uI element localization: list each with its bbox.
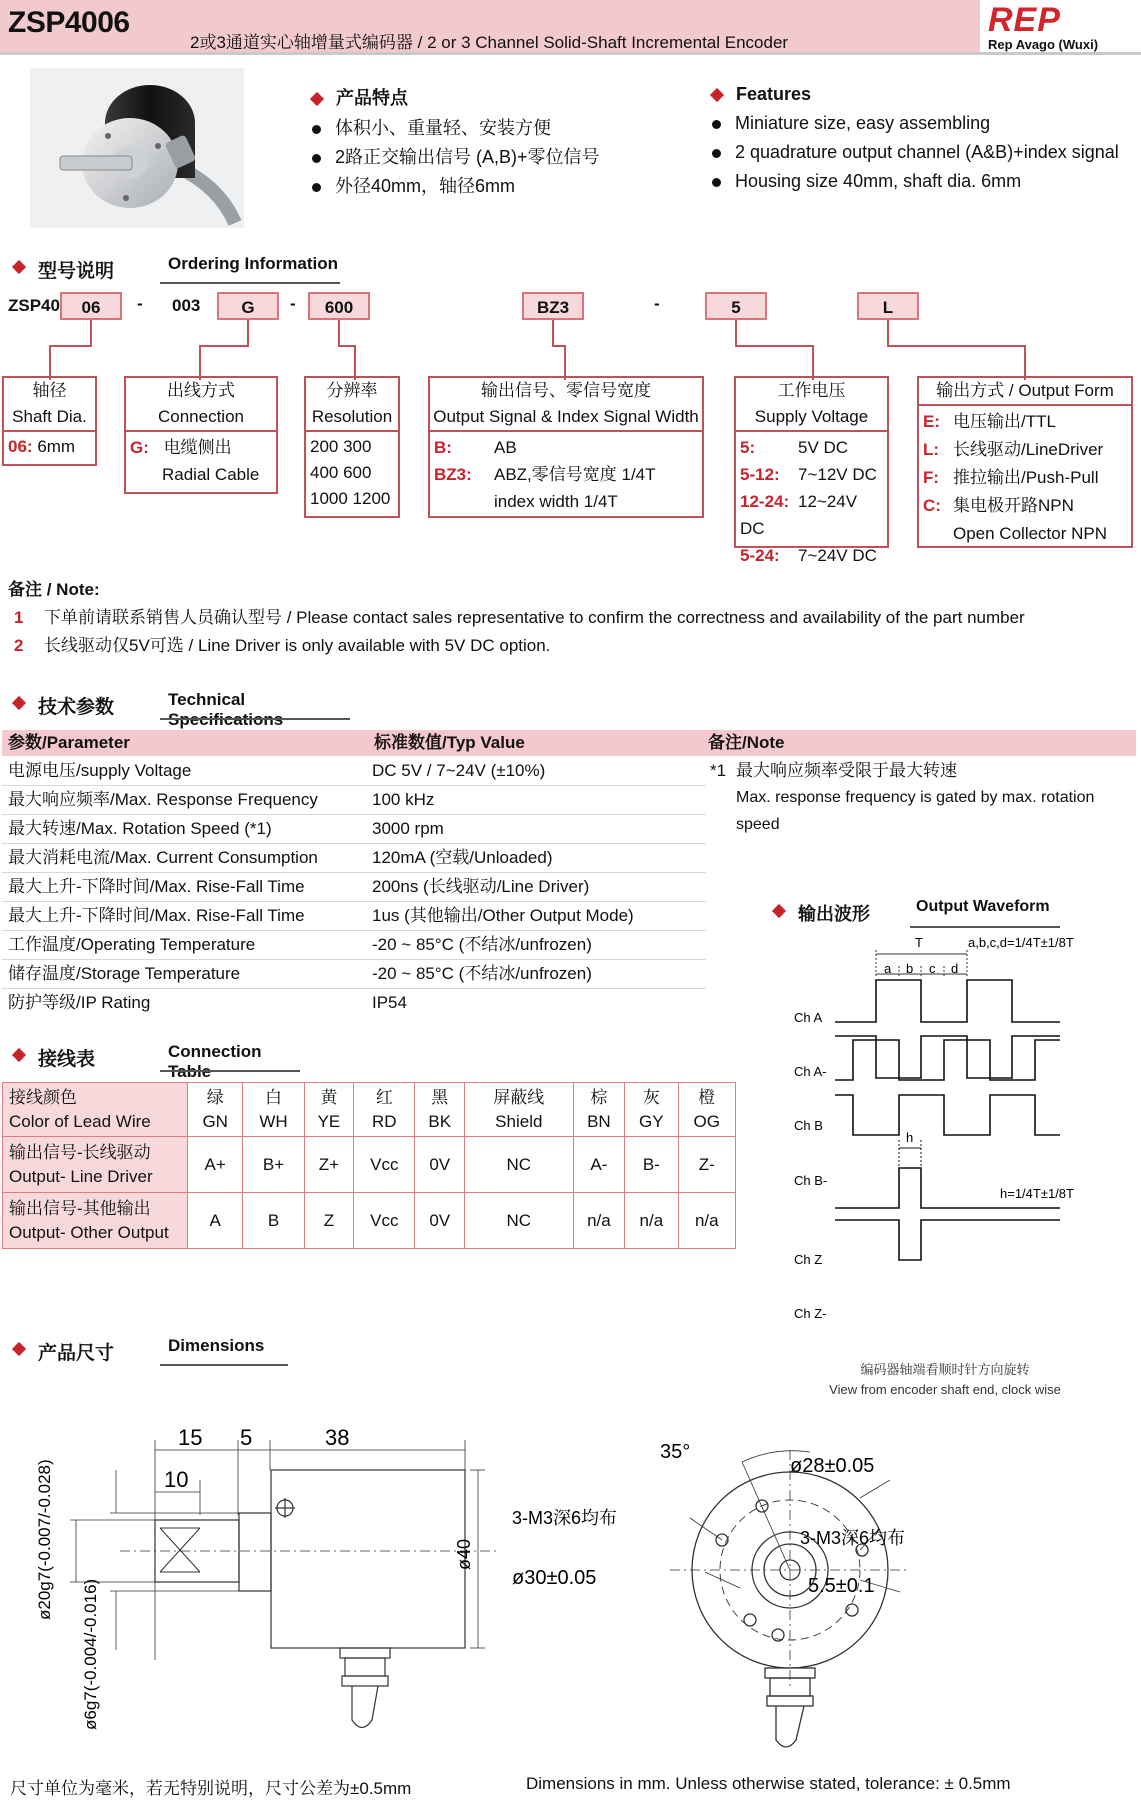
output-row: [923, 408, 1127, 436]
dim-m3-right: 3-M3深6均布: [800, 1528, 906, 1548]
connection-heading-en: Connection: [157, 407, 244, 426]
signal-heading-en: Output Signal & Index Signal Width: [433, 407, 699, 426]
option-code: L:: [923, 440, 940, 459]
color-en: WH: [259, 1111, 288, 1131]
signal-cell: n/a: [625, 1193, 678, 1249]
spec-value: DC 5V / 7~24V (±10%): [372, 761, 546, 780]
features-cn-title: 产品特点: [336, 88, 408, 108]
diamond-icon: [12, 260, 26, 274]
features-cn: [312, 84, 672, 201]
ordering-connectors: [0, 320, 1141, 380]
spec-param: 最大上升-下降时间/Max. Rise-Fall Time: [8, 877, 305, 896]
logo-subtext: Rep Avago (Wuxi): [988, 37, 1099, 52]
note-number: 1: [14, 608, 24, 627]
dim-10: 10: [164, 1467, 189, 1492]
output-row: [923, 520, 1127, 548]
logo-text: REP: [988, 1, 1061, 39]
resolution-row: 400 600: [310, 463, 372, 482]
option-value: ABZ,零信号宽度 1/4T: [494, 465, 656, 484]
spec-value: -20 ~ 85°C (不结冰/unfrozen): [372, 935, 592, 954]
bullet-icon: [712, 178, 721, 187]
color-cn: 绿: [206, 1087, 224, 1107]
option-code: E:: [923, 412, 940, 431]
color-en: YE: [317, 1111, 341, 1131]
signal-cell: Z: [304, 1193, 354, 1249]
signal-cell: Z-: [678, 1137, 735, 1193]
bullet-icon: [712, 149, 721, 158]
color-cn: 屏蔽线: [493, 1087, 545, 1107]
feature-text: 2路正交输出信号 (A,B)+零位信号: [335, 147, 600, 167]
code-dash: -: [654, 294, 660, 313]
features-en-heading: [712, 84, 1132, 105]
letter-c: c: [929, 961, 936, 976]
spec-table-header: [2, 730, 1136, 756]
spec-value: 3000 rpm: [372, 819, 444, 838]
signal-cell: 0V: [415, 1137, 465, 1193]
connection-option: [126, 432, 276, 490]
bullet-icon: [312, 125, 321, 134]
option-value: 6mm: [37, 437, 76, 456]
voltage-row: [740, 542, 883, 569]
row-label-cn: 输出信号-其他输出: [9, 1198, 151, 1218]
color-cell: [625, 1083, 678, 1137]
row-label-cn: 输出信号-长线驱动: [9, 1142, 151, 1162]
feature-item: [712, 167, 1132, 196]
features-en: [712, 84, 1132, 196]
side-view-drawing: [0, 1420, 520, 1760]
voltage-heading-en: Supply Voltage: [754, 407, 869, 426]
connection-title-cn: 接线表: [38, 1049, 96, 1070]
spec-note-en: speed: [736, 816, 780, 833]
model-subtitle: 2或3通道实心轴增量式编码器 / 2 or 3 Channel Solid-Shaft Incremental Encoder: [190, 33, 789, 52]
spec-param: 防护等级/IP Rating: [8, 993, 151, 1012]
option-value: index width 1/4T: [494, 492, 618, 511]
dim-5: 5: [240, 1425, 253, 1450]
code-dash: -: [290, 294, 296, 313]
wave-ch-b: [835, 1040, 1060, 1080]
code-resolution: 600: [308, 292, 370, 320]
color-cn: 黑: [431, 1087, 449, 1107]
spec-row: [2, 931, 706, 960]
color-cell: [243, 1083, 304, 1137]
connection-table: [2, 1082, 736, 1249]
wave-ch-b-neg: [835, 1095, 1060, 1135]
feature-text: 体积小、重量轻、安装方便: [335, 118, 551, 138]
note-text: 下单前请联系销售人员确认型号 / Please contact sales representative to confirm the correctness and availability of the part number: [44, 608, 1025, 627]
abcd-label: a,b,c,d=1/4T±1/8T: [968, 935, 1074, 950]
encoder-image: [30, 68, 244, 228]
product-photo: [30, 68, 244, 228]
label-ch-z: Ch Z: [794, 1252, 823, 1267]
specs-heading: [10, 688, 350, 718]
diamond-icon: [12, 696, 26, 710]
connection-title-en: Connection: [168, 1042, 262, 1061]
option-value: Open Collector NPN: [953, 524, 1108, 543]
option-code: 5:: [740, 438, 756, 457]
heading-underline: [160, 1070, 300, 1072]
feature-text: 2 quadrature output channel (A&B)+index signal: [735, 142, 1119, 162]
code-shaft: 06: [60, 292, 122, 320]
output-options: [919, 406, 1131, 550]
signal-cell: Vcc: [354, 1193, 415, 1249]
ordering-title-cn: 型号说明: [38, 261, 115, 282]
spec-value: 200ns (长线驱动/Line Driver): [372, 877, 590, 896]
spec-param: 最大消耗电流/Max. Current Consumption: [8, 848, 318, 867]
dim-30: ø30±0.05: [512, 1567, 597, 1589]
color-cn: 黄: [320, 1087, 338, 1107]
feature-text: Miniature size, easy assembling: [735, 113, 991, 133]
spec-param: 储存温度/Storage Temperature: [8, 964, 241, 983]
output-box: [917, 376, 1133, 548]
head-label: [3, 1083, 188, 1137]
heading-underline: [160, 1364, 288, 1366]
dim-35deg: 35°: [660, 1441, 691, 1463]
color-cell: [573, 1083, 624, 1137]
caption-cn: 编码器轴端看顺时针方向旋转: [860, 1362, 1030, 1377]
period-label: T: [915, 935, 923, 950]
h-label: h: [906, 1130, 914, 1145]
table-row: [3, 1193, 736, 1249]
features-cn-heading: [312, 84, 672, 110]
spec-table-body: [2, 757, 706, 1017]
color-cell: [678, 1083, 735, 1137]
voltage-options: [736, 432, 887, 571]
spec-param: 最大转速/Max. Rotation Speed (*1): [8, 819, 272, 838]
col-note: 备注/Note: [708, 733, 785, 752]
color-en: OG: [693, 1111, 720, 1131]
option-value: 电缆侧出: [163, 438, 232, 457]
label-ch-b-neg: Ch B-: [794, 1173, 828, 1188]
color-cell: [464, 1083, 573, 1137]
spec-param: 电源电压/supply Voltage: [8, 761, 192, 780]
signal-cell: Z+: [304, 1137, 354, 1193]
model-title: ZSP4006: [8, 6, 130, 39]
spec-value: IP54: [372, 993, 407, 1012]
h-note: h=1/4T±1/8T: [1000, 1186, 1074, 1201]
spec-row: [2, 989, 706, 1017]
col-param: 参数/Parameter: [8, 733, 130, 752]
signal-cell: 0V: [415, 1193, 465, 1249]
diamond-icon: [310, 92, 324, 106]
signal-box: [428, 376, 704, 518]
voltage-box: [734, 376, 889, 565]
spec-param: 最大上升-下降时间/Max. Rise-Fall Time: [8, 906, 305, 925]
color-cn: 灰: [642, 1087, 660, 1107]
output-row: [923, 436, 1127, 464]
signal-options: [430, 432, 702, 517]
color-en: BK: [428, 1111, 452, 1131]
option-code: 5-12:: [740, 465, 780, 484]
wave-ch-a-neg: [835, 1036, 1060, 1078]
waveform-caption: [780, 1360, 1110, 1400]
option-code: 5-24:: [740, 546, 780, 565]
feature-text: 外径40mm，轴径6mm: [335, 176, 516, 196]
spec-value: 1us (其他输出/Other Output Mode): [372, 906, 634, 925]
voltage-row: [740, 488, 883, 542]
resolution-options: [306, 432, 398, 514]
color-cn: 棕: [590, 1087, 608, 1107]
waveform-heading: [770, 896, 1070, 926]
option-code: B:: [434, 438, 452, 457]
dim-38: 38: [325, 1425, 350, 1450]
table-row: [3, 1083, 736, 1137]
note-mark: *1: [710, 761, 727, 780]
option-value: 5V DC: [798, 438, 849, 457]
connection-heading: [10, 1040, 300, 1070]
option-code: 06:: [8, 437, 33, 456]
waveform-diagram: [780, 930, 1110, 1350]
bullet-icon: [312, 154, 321, 163]
feature-item: [312, 114, 672, 143]
wave-ch-a: [835, 980, 1060, 1022]
resolution-row: 200 300: [310, 437, 372, 456]
option-code: BZ3:: [434, 465, 472, 484]
spec-row: [2, 815, 706, 844]
option-value: 推拉输出/Push-Pull: [953, 468, 1099, 487]
ordering-heading: [10, 252, 340, 282]
notes-title: 备注 / Note:: [8, 580, 100, 599]
footer-cn: 尺寸单位为毫米，若无特别说明，尺寸公差为±0.5mm: [10, 1779, 412, 1798]
option-value: 集电极开路NPN: [953, 496, 1074, 515]
signal-option-bz3: [434, 461, 698, 488]
color-cn: 橙: [698, 1087, 716, 1107]
signal-cell: B: [243, 1193, 304, 1249]
note-number: 2: [14, 636, 24, 655]
option-value: AB: [494, 438, 517, 457]
feature-item: [312, 172, 672, 201]
dim-40: ø40: [454, 1538, 474, 1570]
resolution-heading-en: Resolution: [311, 407, 393, 426]
option-code: C:: [923, 496, 941, 515]
diamond-icon: [12, 1048, 26, 1062]
spec-row: [2, 873, 706, 902]
color-en: RD: [372, 1111, 397, 1131]
shaft-heading-en: Shaft Dia.: [12, 407, 87, 426]
output-row: [923, 464, 1127, 492]
voltage-row: [740, 434, 883, 461]
shaft-heading-cn: 轴径: [32, 381, 67, 400]
option-value: 7~24V DC: [798, 546, 877, 565]
row-label: [3, 1193, 188, 1249]
color-en: BN: [587, 1111, 611, 1131]
waveform-title-en: Output Waveform: [916, 898, 1050, 915]
shaft-box: [2, 376, 97, 466]
code-connection: G: [217, 292, 279, 320]
signal-cell: A-: [573, 1137, 624, 1193]
footer-en: Dimensions in mm. Unless otherwise stated, tolerance: ± 0.5mm: [526, 1774, 1011, 1793]
feature-item: [312, 143, 672, 172]
output-row: [923, 492, 1127, 520]
spec-row: [2, 786, 706, 815]
spec-param: 工作温度/Operating Temperature: [8, 935, 256, 954]
code-signal: BZ3: [522, 292, 584, 320]
row-label-en: Output- Line Driver: [9, 1166, 153, 1186]
heading-underline: [160, 282, 340, 284]
color-en: GY: [639, 1111, 664, 1131]
signal-cell: A: [188, 1193, 243, 1249]
connection-box: [124, 376, 278, 494]
option-value: 长线驱动/LineDriver: [953, 440, 1104, 459]
label-ch-a-neg: Ch A-: [794, 1064, 827, 1079]
code-voltage: 5: [705, 292, 767, 320]
front-view-drawing: [512, 1420, 1030, 1760]
note-item: [8, 632, 1128, 660]
signal-cell: n/a: [678, 1193, 735, 1249]
resolution-heading-cn: 分辨率: [326, 381, 378, 400]
wave-ch-z-neg: [835, 1220, 1060, 1260]
color-cell: [415, 1083, 465, 1137]
color-cell: [188, 1083, 243, 1137]
signal-cell: n/a: [573, 1193, 624, 1249]
spec-note-cn: 最大响应频率受限于最大转速: [736, 761, 957, 780]
feature-item: [712, 109, 1132, 138]
label-ch-a: Ch A: [794, 1010, 823, 1025]
note-text: 长线驱动仅5V可选 / Line Driver is only available with 5V DC option.: [44, 636, 551, 655]
spec-note-line: [710, 757, 1130, 784]
shaft-option: [4, 432, 95, 462]
option-value: 12~24V DC: [740, 492, 858, 538]
table-row: [3, 1137, 736, 1193]
spec-value: -20 ~ 85°C (不结冰/unfrozen): [372, 964, 592, 983]
order-prefix: ZSP40: [8, 296, 60, 315]
option-code: G:: [130, 438, 149, 457]
dimensions-title-cn: 产品尺寸: [38, 1343, 115, 1364]
spec-note-en: Max. response frequency is gated by max. rotation: [736, 789, 1095, 806]
feature-item: [712, 138, 1132, 167]
code-output: L: [857, 292, 919, 320]
specs-title-cn: 技术参数: [38, 697, 115, 718]
color-cell: [354, 1083, 415, 1137]
dim-m3-left: 3-M3深6均布: [512, 1508, 618, 1528]
signal-cell: B-: [625, 1137, 678, 1193]
diamond-icon: [710, 88, 724, 102]
letter-d: d: [951, 961, 959, 976]
signal-cell: Vcc: [354, 1137, 415, 1193]
spec-value: 120mA (空载/Unloaded): [372, 848, 553, 867]
diamond-icon: [12, 1342, 26, 1356]
dim-6: ø6g7(-0.004/-0.016): [81, 1578, 100, 1730]
spec-row: [2, 757, 706, 786]
heading-underline: [160, 718, 350, 720]
code-mid: 003: [172, 296, 201, 315]
color-cell: [304, 1083, 354, 1137]
letter-b: b: [906, 961, 914, 976]
spec-note: [710, 757, 1130, 838]
dim-5-5: 5.5±0.1: [808, 1575, 875, 1597]
resolution-box: [304, 376, 400, 518]
spec-row: [2, 844, 706, 873]
letter-a: a: [884, 961, 892, 976]
spec-param: 最大响应频率/Max. Response Frequency: [8, 790, 318, 809]
voltage-heading-cn: 工作电压: [777, 381, 846, 400]
output-heading: 输出方式 / Output Form: [936, 381, 1114, 400]
waveform-title-cn: 输出波形: [798, 904, 870, 924]
signal-option-b: [434, 434, 698, 461]
head-cn: 接线颜色: [9, 1087, 77, 1107]
color-cn: 白: [265, 1087, 283, 1107]
features-en-title: Features: [736, 84, 812, 104]
dim-28: ø28±0.05: [790, 1455, 875, 1477]
dim-20: ø20g7(-0.007/-0.028): [35, 1459, 54, 1620]
color-en: Shield: [495, 1111, 543, 1131]
signal-heading-cn: 输出信号、零信号宽度: [481, 381, 651, 400]
label-ch-z-neg: Ch Z-: [794, 1306, 827, 1321]
voltage-row: [740, 461, 883, 488]
connection-heading-cn: 出线方式: [167, 381, 235, 400]
option-value: 电压输出/TTL: [953, 412, 1056, 431]
option-code: 12-24:: [740, 492, 790, 511]
dimensions-title-en: Dimensions: [168, 1336, 265, 1355]
dimensions-heading: [10, 1334, 290, 1364]
feature-text: Housing size 40mm, shaft dia. 6mm: [735, 171, 1022, 191]
spec-row: [2, 960, 706, 989]
ordering-title-en: Ordering Information: [168, 254, 338, 273]
dim-15: 15: [178, 1425, 203, 1450]
code-dash: -: [137, 294, 143, 313]
color-en: GN: [202, 1111, 228, 1131]
head-en: Color of Lead Wire: [9, 1111, 151, 1131]
heading-underline: [910, 926, 1060, 928]
color-cn: 红: [375, 1087, 393, 1107]
resolution-row: 1000 1200: [310, 489, 391, 508]
option-value: Radial Cable: [162, 465, 260, 484]
bullet-icon: [712, 120, 721, 129]
bullet-icon: [312, 183, 321, 192]
signal-cell: NC: [464, 1137, 573, 1193]
diamond-icon: [772, 904, 786, 918]
notes-block: [8, 576, 1128, 660]
rep-logo: [988, 2, 1138, 52]
col-value: 标准数值/Typ Value: [374, 733, 525, 752]
option-code: F:: [923, 468, 940, 487]
row-label: [3, 1137, 188, 1193]
label-ch-b: Ch B: [794, 1118, 823, 1133]
page-header: [0, 0, 1141, 54]
specs-title-en: Technical: [168, 690, 246, 709]
signal-cell: NC: [464, 1193, 573, 1249]
note-item: [8, 604, 1128, 632]
signal-cell: A+: [188, 1137, 243, 1193]
spec-value: 100 kHz: [372, 790, 435, 809]
option-value: 7~12V DC: [798, 465, 877, 484]
row-label-en: Output- Other Output: [9, 1222, 169, 1242]
spec-row: [2, 902, 706, 931]
signal-cell: B+: [243, 1137, 304, 1193]
caption-en: View from encoder shaft end, clock wise: [829, 1382, 1061, 1397]
